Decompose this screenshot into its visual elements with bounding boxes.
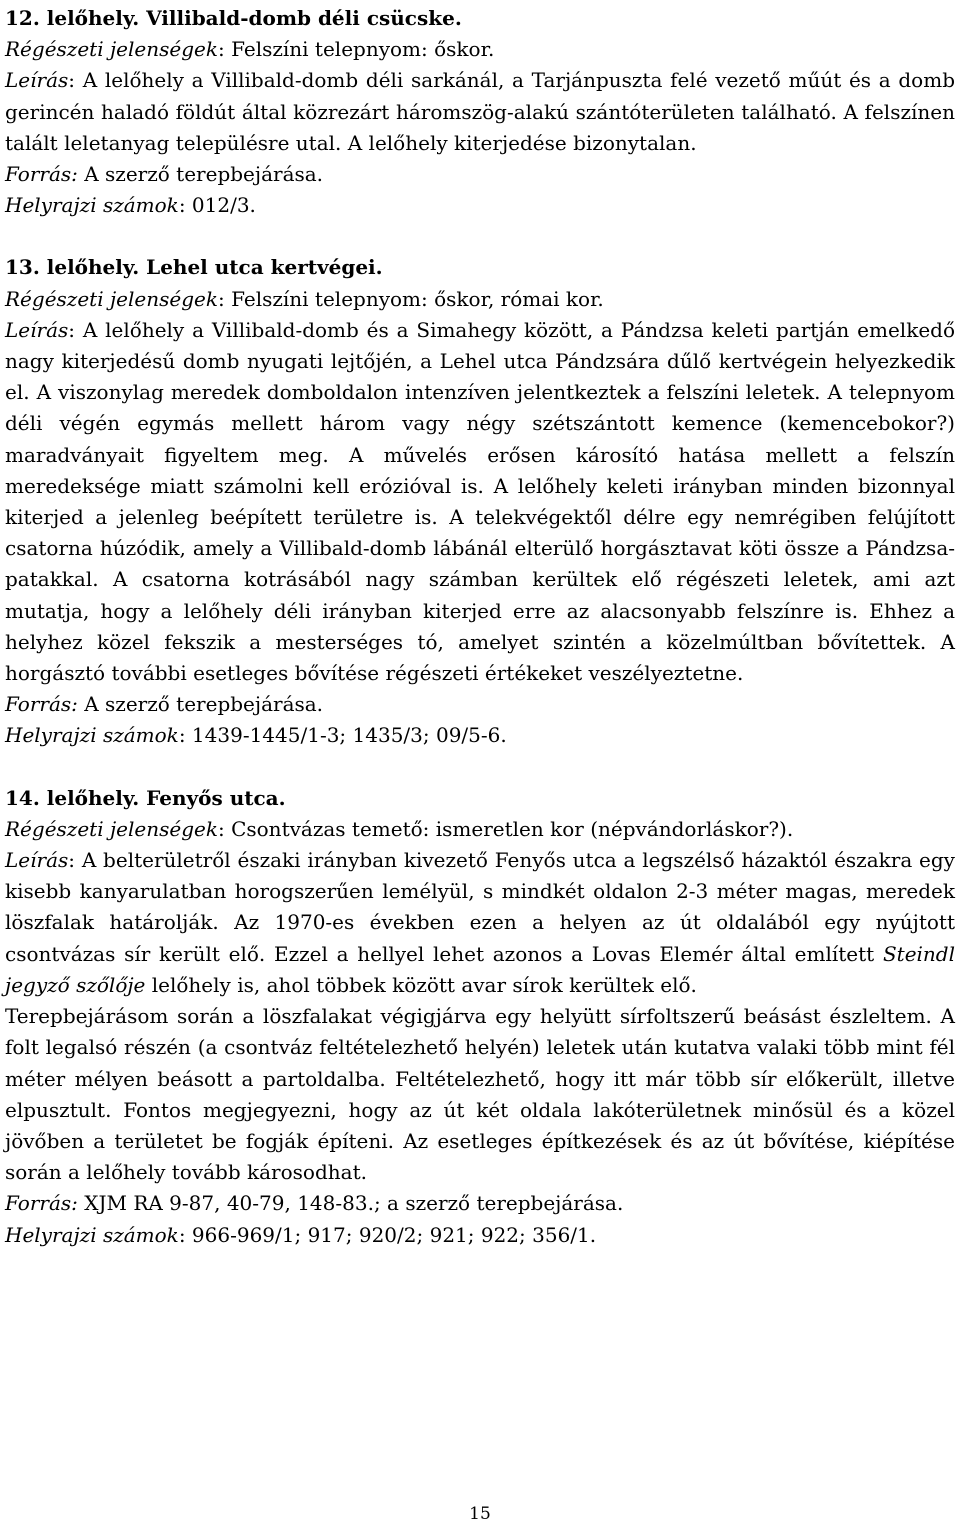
place-name: Steindl jegyző szőlője: [5, 941, 956, 997]
source-value: A szerző terepbejárása.: [84, 162, 324, 187]
parcels-value: 012/3.: [191, 193, 256, 218]
site-heading: 14. lelőhely. Fenyős utca.: [5, 785, 286, 810]
description-label: Leírás: [5, 317, 69, 342]
site-heading: 13. lelőhely. Lehel utca kertvégei.: [5, 255, 383, 280]
site-12: [5, 3, 955, 221]
source-label: Forrás:: [5, 692, 78, 717]
description-paragraph-2: Terepbejárásom során a löszfalakat végigjárva egy helyütt sírfoltszerű beásást észleltem. A folt legalsó részén (a csontváz feltételezhető helyén) leletek után kutatva valaki több mint fél méter mélyen beásott a partoldalba. Feltételezhető, hogy itt már több sír előkerült, illetve elpusztult. Fontos megjegyezni, hogy az út két oldala lakóterületnek minősül és a közel jövőben a területet be fogják építeni. Az esetleges építkezések és az út bővítése, kiépítése során a lelőhely tovább károsodhat.: [5, 1004, 955, 1185]
description-text: A lelőhely a Villibald-domb és a Simahegy között, a Pándzsa keleti partján emelkedő nagy kiterjedésű domb nyugati lejtőjén, a Lehel utca Pándzsára dűlő kertvégein helyezkedik el. A viszonylag meredek domboldalon intenzíven jelentkeztek a felszíni leletek. A telepnyom déli végén egymás mellett három vagy négy szétszántott kemence (kemencebokor?) maradványait figyeltem meg. A művelés erősen károsító hatása mellett a felszín meredeksége miatt számolni kell erózióval is. A lelőhely keleti irányban minden bizonnyal kiterjed a jelenleg beépített területre is. A telekvégektől délre egy nemrégiben felújított csatorna húzódik, amely a Villibald-domb lábánál elterülő horgásztavat köti össze a Pándzsa-patakkal. A csatorna kotrásából nagy számban kerültek elő régészeti leletek, ami azt mutatja, hogy a lelőhely déli irányban kiterjed erre az alacsonyabb felszínre is. Ehhez a helyhez közel fekszik a mesterséges tó, amelyet szintén a közelmúltban bővítettek. A horgásztó további esetleges bővítése régészeti értékeket veszélyeztetne.: [5, 317, 955, 686]
features-label: Régészeti jelenségek: [5, 816, 218, 841]
source-line: [5, 159, 955, 190]
description-text: A lelőhely a Villibald-domb déli sarkánál, a Tarjánpuszta felé vezető műút és a domb gerincén haladó földút által közrezárt háromszög-alakú szántóterületen található. A felszínen talált leletanyag településre utal. A lelőhely kiterjedése bizonytalan.: [5, 68, 955, 155]
description-label: Leírás: [5, 848, 69, 873]
parcels-label: Helyrajzi számok: [5, 723, 179, 748]
features-value: Csontvázas temető: ismeretlen kor (népvándorláskor?).: [231, 816, 794, 841]
site-13: [5, 252, 955, 751]
description-text-part1: A belterületről északi irányban kivezető Fenyős utca a legszélső házaktól északra egy kisebb kanyarulatban horogszerűen lemélyül, s mindkét oldalon 2-3 méter magas, meredek löszfalak határolják. Az 1970-es években ezen a helyen az út oldalából egy nyújtott csontvázas sír került elő. Ezzel a hellyel lehet azonos a Lovas Elemér által említett: [5, 848, 955, 966]
source-value: XJM RA 9-87, 40-79, 148-83.; a szerző terepbejárása.: [84, 1191, 624, 1216]
description-paragraph: Leírás: A lelőhely a Villibald-domb és a Simahegy között, a Pándzsa keleti partján emelkedő nagy kiterjedésű domb nyugati lejtőjén, a Lehel utca Pándzsára dűlő kertvégein helyezkedik el. A viszonylag meredek domboldalon intenzíven jelentkeztek a felszíni leletek. A telepnyom déli végén egymás mellett három vagy négy szétszántott kemence (kemencebokor?) maradványait figyeltem meg. A művelés erősen károsító hatása mellett a felszín meredeksége miatt számolni kell erózióval is. A lelőhely keleti irányban minden bizonnyal kiterjed a jelenleg beépített területre is. A telekvégektől délre egy nemrégiben felújított csatorna húzódik, amely a Villibald-domb lábánál elterülő horgásztavat köti össze a Pándzsa-patakkal. A csatorna kotrásából nagy számban kerültek elő régészeti leletek, ami azt mutatja, hogy a lelőhely déli irányban kiterjed erre az alacsonyabb felszínre is. Ehhez a helyhez közel fekszik a mesterséges tó, amelyet szintén a közelmúltban bővítettek. A horgásztó további esetleges bővítése régészeti értékeket veszélyeztetne.: [5, 317, 955, 686]
page-number: 15: [469, 1504, 491, 1524]
description-paragraph: Leírás: A belterületről északi irányban kivezető Fenyős utca a legszélső házaktól északra egy kisebb kanyarulatban horogszerűen lemélyül, s mindkét oldalon 2-3 méter magas, meredek löszfalak határolják. Az 1970-es években ezen a helyen az út oldalából egy nyújtott csontvázas sír került elő. Ezzel a hellyel lehet azonos a Lovas Elemér által említett Steindl jegyző szőlője lelőhely is, ahol többek között avar sírok kerültek elő.: [5, 848, 956, 997]
source-value: A szerző terepbejárása.: [84, 692, 324, 717]
features-label: Régészeti jelenségek: [5, 37, 218, 62]
features-line: Régészeti jelenségek: Felszíni telepnyom: őskor, római kor.: [5, 286, 604, 311]
source-line: [5, 1188, 955, 1219]
parcels-line: Helyrajzi számok: 966-969/1; 917; 920/2; 921; 922; 356/1.: [5, 1222, 597, 1247]
source-line: [5, 689, 955, 720]
description-paragraph: Leírás: A lelőhely a Villibald-domb déli sarkánál, a Tarjánpuszta felé vezető műút és a domb gerincén haladó földút által közrezárt háromszög-alakú szántóterületen található. A felszínen talált leletanyag településre utal. A lelőhely kiterjedése bizonytalan.: [5, 68, 955, 155]
site-heading: 12. lelőhely. Villibald-domb déli csücske.: [5, 6, 462, 30]
parcels-line: Helyrajzi számok: 012/3.: [5, 193, 256, 218]
source-label: Forrás:: [5, 162, 78, 187]
site-14: [5, 783, 955, 1251]
features-line: Régészeti jelenségek: Felszíni telepnyom: őskor.: [5, 37, 495, 62]
parcels-label: Helyrajzi számok: [5, 193, 179, 218]
document-body: [5, 3, 955, 1251]
features-label: Régészeti jelenségek: [5, 286, 218, 311]
parcels-value: 966-969/1; 917; 920/2; 921; 922; 356/1.: [191, 1222, 597, 1247]
features-value: Felszíni telepnyom: őskor, római kor.: [231, 286, 604, 311]
parcels-line: Helyrajzi számok: 1439-1445/1-3; 1435/3; 09/5-6.: [5, 723, 507, 748]
parcels-value: 1439-1445/1-3; 1435/3; 09/5-6.: [191, 723, 507, 748]
features-line: Régészeti jelenségek: Csontvázas temető: ismeretlen kor (népvándorláskor?).: [5, 816, 794, 841]
source-label: Forrás:: [5, 1191, 78, 1216]
parcels-label: Helyrajzi számok: [5, 1222, 179, 1247]
description-label: Leírás: [5, 68, 69, 93]
features-value: Felszíni telepnyom: őskor.: [231, 37, 495, 62]
description-text-part2: lelőhely is, ahol többek között avar sírok kerültek elő.: [151, 972, 697, 997]
